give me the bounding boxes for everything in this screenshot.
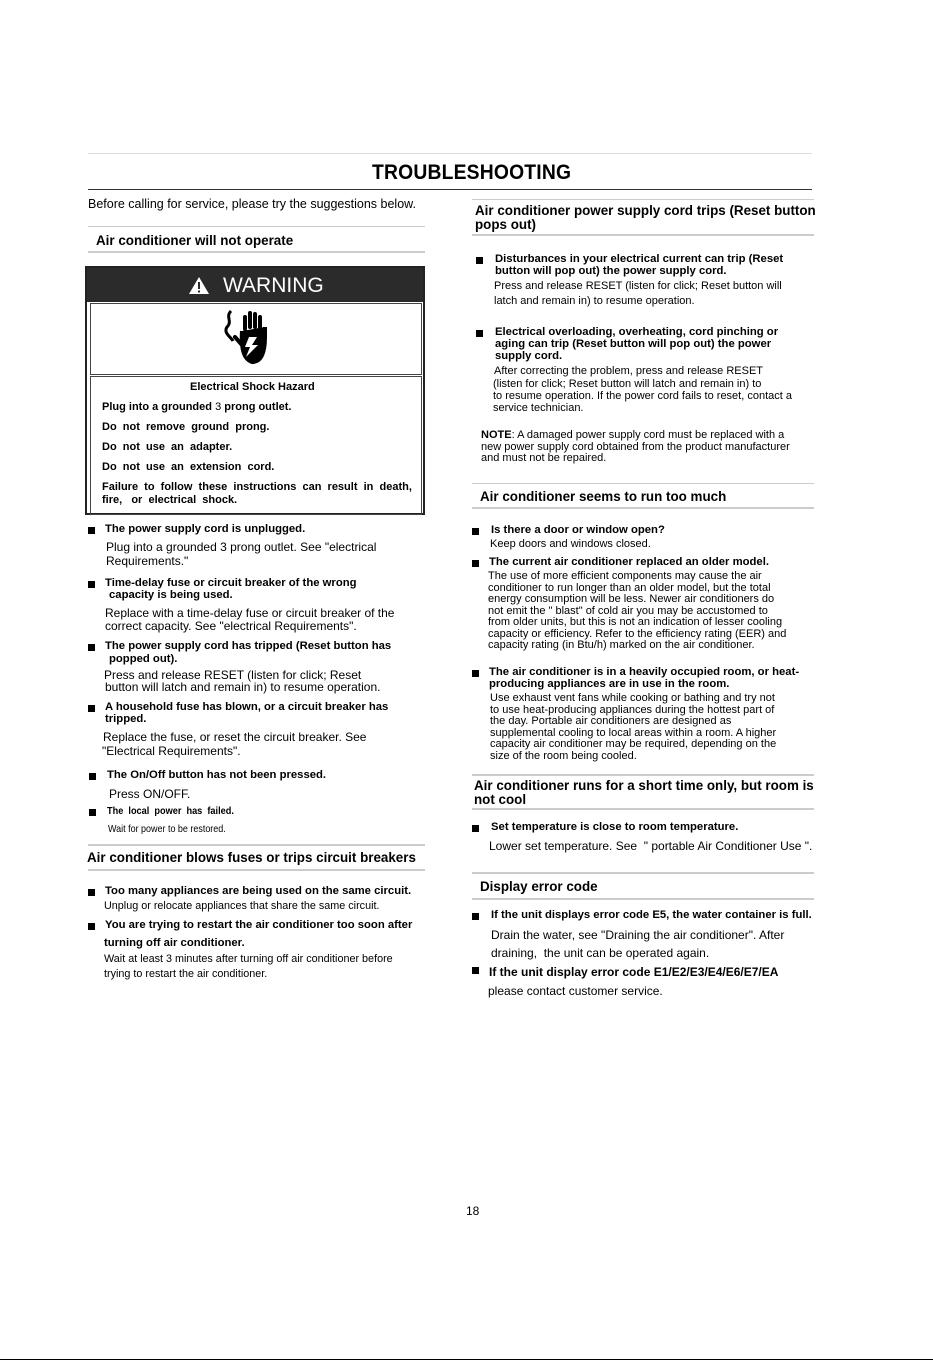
- paragraph-line: from older units, but this is not an indication of lesser cooling: [488, 616, 783, 628]
- section-will-not-operate: Air conditioner will not operate: [96, 233, 294, 248]
- paragraph-line: capacity air conditioner may be required, depending on the: [490, 738, 777, 750]
- bullet-icon: [88, 581, 95, 588]
- page-title: TROUBLESHOOTING: [372, 161, 572, 184]
- note-text: NOTE: A damaged power supply cord must be replaced with a new power supply cord obtained from the product manufacturer and must not be repaired.: [481, 429, 790, 464]
- warning-line: Plug into a grounded 3 prong outlet.: [102, 401, 292, 413]
- section-rule: [472, 483, 814, 484]
- warning-box: [85, 266, 425, 515]
- bottom-rule: [0, 1359, 933, 1360]
- bullet-icon: [472, 528, 479, 535]
- bullet-icon: [89, 809, 96, 816]
- paragraph-line: energy consumption will be less. Newer air conditioners do: [488, 593, 775, 605]
- bullet-icon: [88, 923, 95, 930]
- alert-triangle-icon: [188, 276, 210, 295]
- section-rule: [472, 199, 814, 200]
- paragraph-line: The use of more efficient components may cause the air: [488, 570, 762, 582]
- section-runs-short: Air conditioner runs for a short time only, but room is: [474, 778, 814, 793]
- warning-header: [87, 268, 423, 302]
- paragraph-line: to use heat-producing appliances during the hottest part of: [490, 704, 775, 716]
- warning-line: fire, or electrical shock.: [102, 494, 238, 506]
- paragraph-line: Use exhaust vent fans while cooking or bathing and try not: [490, 692, 775, 704]
- bullet-icon: [472, 670, 479, 677]
- warning-line: Do not use an extension cord.: [102, 461, 275, 473]
- electric-shock-hand-icon: [219, 307, 279, 369]
- section-rule: [472, 774, 814, 776]
- warning-hazard: Electrical Shock Hazard: [190, 381, 315, 393]
- paragraph-line: supplemental cooling to local areas within a room. A higher: [490, 727, 777, 739]
- intro-text: Before calling for service, please try the suggestions below.: [88, 197, 416, 211]
- section-runs-too-much: Air conditioner seems to run too much: [480, 489, 727, 504]
- bullet-icon: [88, 705, 95, 712]
- bullet-icon: [476, 257, 483, 264]
- section-rule: [472, 872, 814, 874]
- paragraph-line: capacity or efficiency. Refer to the efficiency rating (EER) and: [488, 628, 787, 640]
- section-rule: [472, 808, 814, 810]
- bullet-icon: [472, 825, 479, 832]
- paragraph-line: size of the room being cooled.: [490, 750, 637, 762]
- paragraph-line: not emit the " blast" of cold air you may be accustomed to: [488, 605, 768, 617]
- paragraph-line: capacity rating (in Btu/h) marked on the air conditioner.: [488, 639, 755, 651]
- bullet-icon: [89, 773, 96, 780]
- bullet-icon: [88, 527, 95, 534]
- warning-line: Do not remove ground prong.: [102, 421, 270, 433]
- warning-icon-area: [90, 303, 422, 375]
- warning-body: [90, 376, 422, 515]
- section-cord-trips-2: pops out): [475, 217, 536, 232]
- bullet-icon: [472, 913, 479, 920]
- section-runs-short-2: not cool: [474, 792, 527, 807]
- section-rule: [88, 226, 425, 227]
- bullet-icon: [472, 967, 479, 974]
- section-cord-trips: Air conditioner power supply cord trips (Reset button: [475, 203, 816, 218]
- top-rule: [88, 153, 812, 154]
- paragraph-line: the day. Portable air conditioners are designed as: [490, 715, 732, 727]
- section-rule: [88, 844, 425, 846]
- bullet-icon: [88, 889, 95, 896]
- title-rule: [88, 189, 812, 190]
- warning-line: Do not use an adapter.: [102, 441, 233, 453]
- section-rule: [88, 869, 425, 871]
- section-rule: [88, 251, 425, 253]
- section-blows-fuses: Air conditioner blows fuses or trips circuit breakers: [87, 850, 416, 865]
- section-rule: [472, 234, 814, 236]
- section-rule: [472, 898, 814, 900]
- paragraph-line: conditioner to run longer than an older model, but the total: [488, 582, 771, 594]
- section-rule: [472, 507, 814, 509]
- bullet-icon: [88, 644, 95, 651]
- warning-line: Failure to follow these instructions can result in death,: [102, 481, 412, 493]
- section-error-code: Display error code: [480, 879, 598, 894]
- warning-label: WARNING: [223, 274, 324, 297]
- page-number: 18: [466, 1204, 480, 1218]
- bullet-icon: [476, 330, 483, 337]
- bullet-icon: [472, 560, 479, 567]
